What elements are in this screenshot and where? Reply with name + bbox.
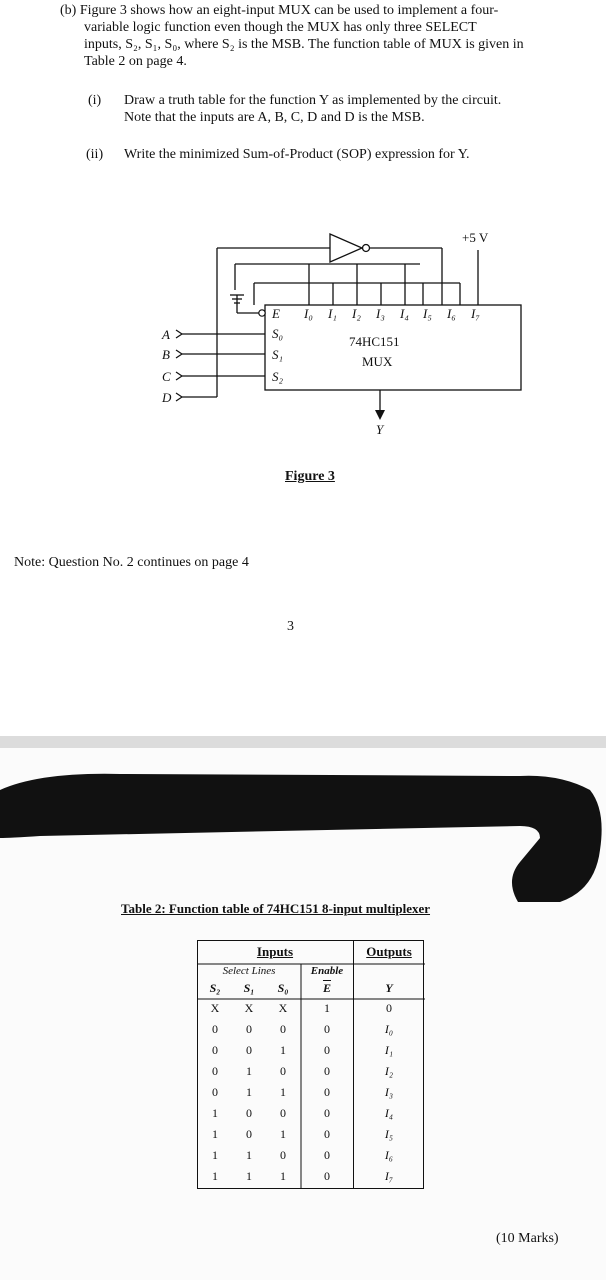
table-cell: 0 [246, 1106, 252, 1120]
supply-label: +5 V [462, 230, 489, 245]
table-cell: 0 [324, 1043, 330, 1057]
enable-bubble [259, 310, 265, 316]
table-cell: I₃ [384, 1085, 394, 1099]
col-s2: S₂ [209, 980, 221, 995]
outputs-header: Outputs [366, 944, 412, 959]
page-number: 3 [287, 619, 294, 634]
table-row [197, 1082, 425, 1103]
chip-type: MUX [362, 354, 393, 369]
table-cell: 1 [212, 1148, 218, 1162]
table-row [197, 998, 425, 1019]
table-cell: 0 [324, 1064, 330, 1078]
table-cell: 0 [324, 1127, 330, 1141]
table-row [197, 1019, 425, 1040]
data-input-label: I₃ [376, 306, 385, 321]
sub-question-i-label: (i) [88, 93, 102, 108]
part-b-line: (b) Figure 3 shows how an eight-input MUX can be used to implement a four- [60, 3, 499, 18]
table-cell: X [210, 1001, 220, 1015]
table-cell: 1 [280, 1085, 286, 1099]
table-cell: I₀ [384, 1022, 394, 1036]
table-row [197, 1124, 425, 1145]
select-label: S₂ [272, 369, 284, 384]
table-cell: 0 [212, 1085, 218, 1099]
table-cell: I₁ [384, 1043, 394, 1057]
table-cell: 0 [324, 1148, 330, 1162]
table-cell: 0 [324, 1169, 330, 1183]
input-label: D [162, 390, 172, 405]
table-cell: 0 [280, 1148, 286, 1162]
part-b-line: variable logic function even though the MUX has only three SELECT [84, 20, 477, 35]
question-part-b [60, 2, 570, 70]
table-cell: 1 [246, 1064, 252, 1078]
enable-label: E [272, 306, 280, 321]
inverter-gate [330, 234, 362, 262]
chip-name: 74HC151 [349, 334, 400, 349]
table-row [197, 1103, 425, 1124]
data-input-label: I₄ [400, 306, 409, 321]
table-cell: 1 [212, 1106, 218, 1120]
table-cell: 0 [212, 1022, 218, 1036]
table-cell: X [244, 1001, 254, 1015]
table-cell: I₆ [384, 1148, 394, 1162]
table-cell: I₇ [384, 1169, 394, 1183]
table-cell: 0 [324, 1085, 330, 1099]
inputs-header: Inputs [256, 944, 294, 959]
inputs-header-cell [197, 940, 353, 964]
input-label: C [162, 369, 171, 384]
table-cell: I₄ [384, 1106, 394, 1120]
part-b-line: inputs, S₂, S₁, S₀, where S₂ is the MSB. The function table of MUX is given in [84, 37, 524, 52]
table-cell: 0 [246, 1127, 252, 1141]
data-input-label: I₅ [423, 306, 432, 321]
table-row [197, 1040, 425, 1061]
input-label: A [162, 327, 170, 342]
select-label: S₁ [272, 347, 284, 362]
col-s1: S₁ [243, 980, 255, 995]
sub-question-i [124, 92, 574, 126]
table-title: Table 2: Function table of 74HC151 8-input multiplexer [121, 901, 431, 916]
table-cell: X [278, 1001, 288, 1015]
input-arrow-d [176, 393, 182, 401]
table-cell: 1 [280, 1169, 286, 1183]
table-row [197, 1166, 425, 1187]
table-cell: I₅ [384, 1127, 394, 1141]
table-cell: 0 [280, 1064, 286, 1078]
page-gap [0, 736, 606, 748]
input-label: B [162, 347, 170, 362]
col-s0: S₀ [277, 980, 289, 995]
col-enable: $\overline{E}$ [322, 980, 331, 995]
select-lines-header: Select Lines [222, 965, 276, 977]
figure-caption: Figure 3 [285, 469, 335, 484]
table-cell: 0 [280, 1022, 286, 1036]
data-input-label: I₇ [471, 306, 480, 321]
enable-header: Enable [310, 965, 344, 977]
table-cell: 0 [324, 1106, 330, 1120]
table-row [197, 1145, 425, 1166]
table-cell: I₂ [384, 1064, 394, 1078]
data-input-label: I₁ [328, 306, 337, 321]
table-cell: 1 [246, 1148, 252, 1162]
input-arrow-b [176, 350, 182, 358]
table-cell: 1 [246, 1169, 252, 1183]
outputs-header-cell [353, 940, 425, 964]
table-cell: 1 [280, 1043, 286, 1057]
table-cell: 1 [324, 1001, 330, 1015]
sub-question-i-line: Draw a truth table for the function Y as implemented by the circuit. [124, 93, 502, 108]
table-row [197, 1061, 425, 1082]
figure-3-circuit [0, 220, 606, 435]
input-arrow-c [176, 372, 182, 380]
data-input-label: I₂ [352, 306, 361, 321]
marks-label: (10 Marks) [496, 1231, 559, 1246]
table-cell: 0 [386, 1001, 392, 1015]
table-cell: 0 [246, 1043, 252, 1057]
table-cell: 0 [324, 1022, 330, 1036]
table-cell: 1 [212, 1169, 218, 1183]
table-cell: 1 [246, 1085, 252, 1099]
select-label: S₀ [272, 326, 284, 341]
redaction-mark [0, 750, 606, 910]
output-arrow [375, 410, 385, 420]
output-label: Y [376, 422, 384, 435]
table-cell: 0 [212, 1064, 218, 1078]
table-cell: 0 [246, 1022, 252, 1036]
data-input-label: I₆ [447, 306, 456, 321]
part-b-line: Table 2 on page 4. [84, 54, 187, 69]
note-text: Note: Question No. 2 continues on page 4 [14, 555, 249, 570]
table-cell: 1 [280, 1127, 286, 1141]
table-cell: 1 [212, 1127, 218, 1141]
data-input-label: I₀ [304, 306, 313, 321]
sub-question-ii: Write the minimized Sum-of-Product (SOP) expression for Y. [124, 147, 470, 162]
table-cell: 0 [212, 1043, 218, 1057]
sub-question-i-line: Note that the inputs are A, B, C, D and D is the MSB. [124, 110, 425, 125]
table-cell: 0 [280, 1106, 286, 1120]
col-y: Y [385, 980, 393, 995]
input-arrow-a [176, 330, 182, 338]
sub-question-ii-label: (ii) [86, 147, 104, 162]
